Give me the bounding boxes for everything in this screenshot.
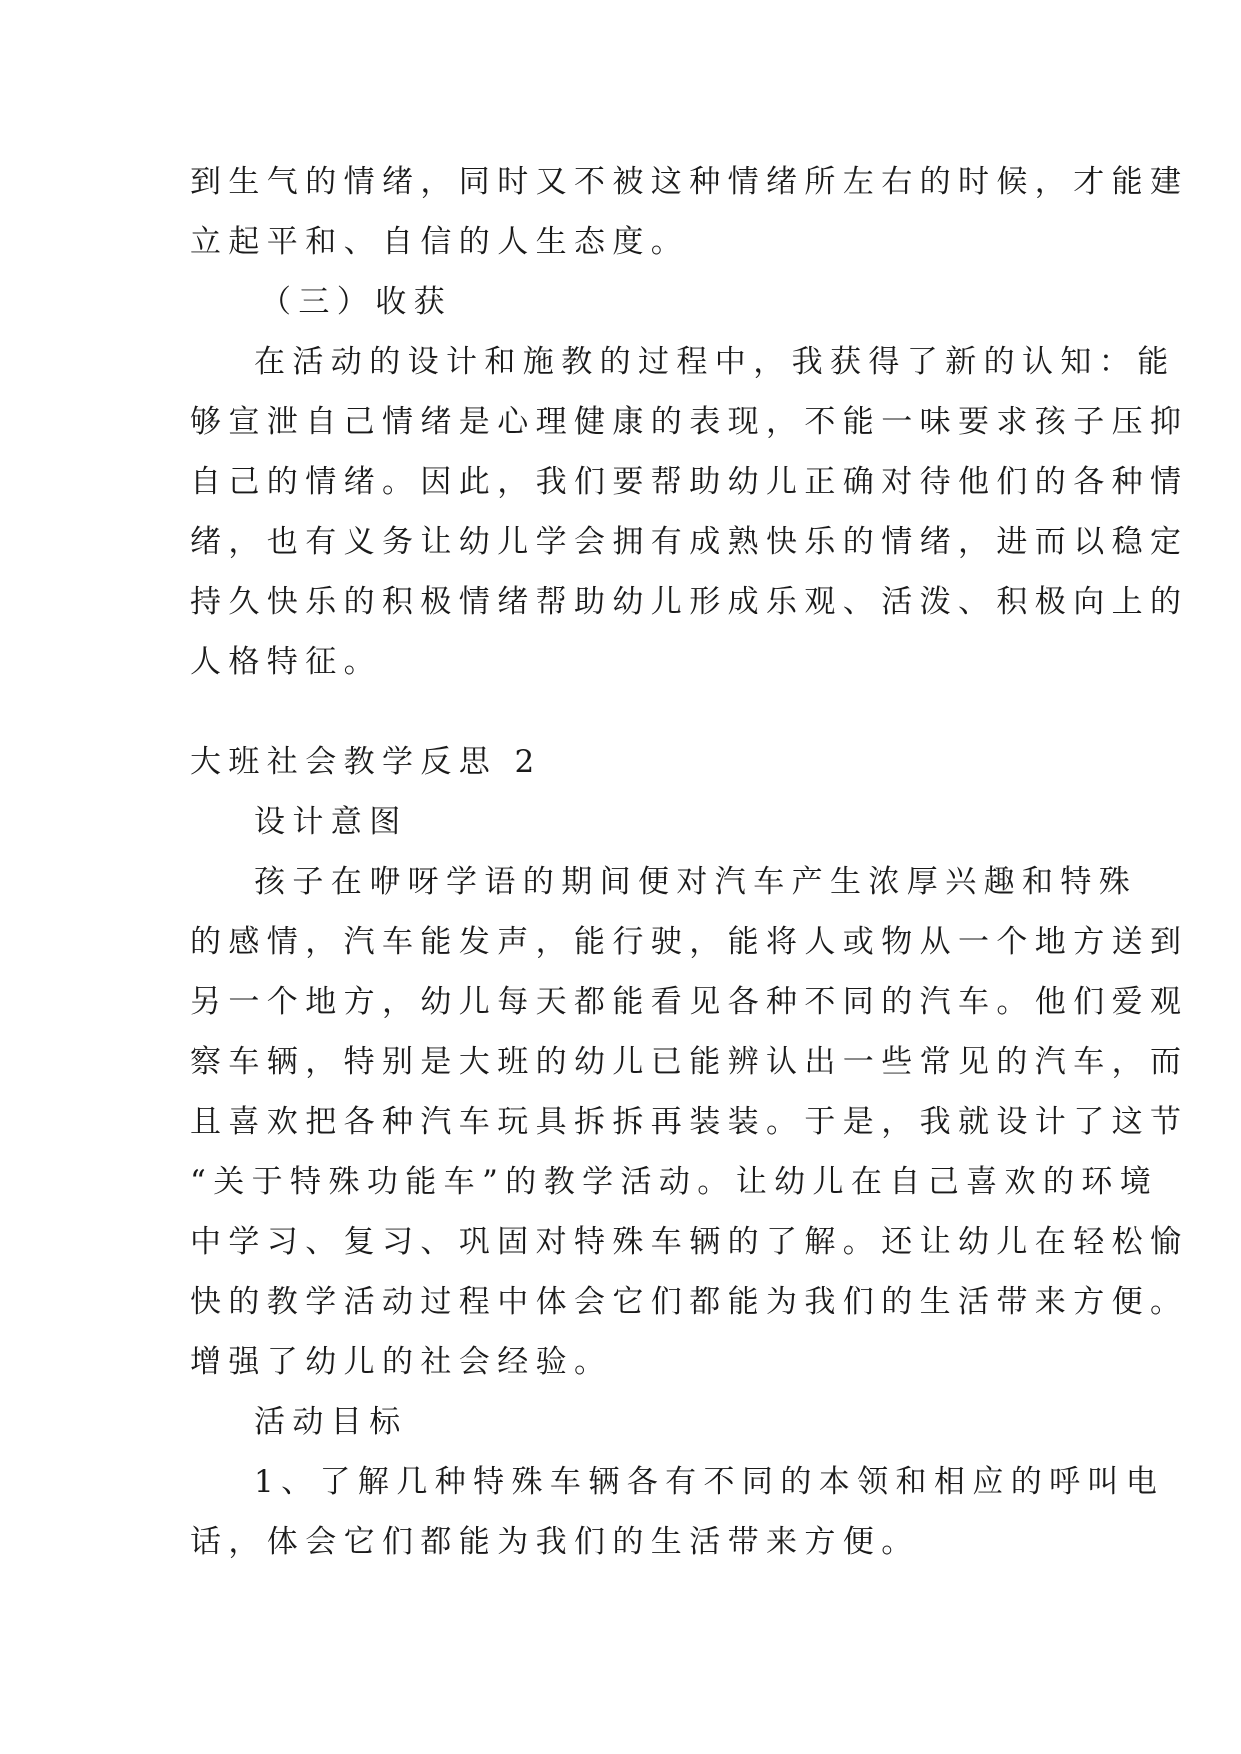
document-title: 大班社会教学反思 2 <box>190 744 542 780</box>
paragraph-line: 察车辆，特别是大班的幼儿已能辨认出一些常见的汽车，而 <box>190 1044 1189 1080</box>
paragraph-line: 增强了幼儿的社会经验。 <box>190 1344 613 1380</box>
paragraph-line: 的感情，汽车能发声，能行驶，能将人或物从一个地方送到 <box>190 924 1189 960</box>
paragraph-line: 够宣泄自己情绪是心理健康的表现，不能一味要求孩子压抑 <box>190 404 1189 440</box>
paragraph-line: 绪，也有义务让幼儿学会拥有成熟快乐的情绪，进而以稳定 <box>190 524 1189 560</box>
paragraph-line: 在活动的设计和施教的过程中，我获得了新的认知：能 <box>254 344 1176 380</box>
paragraph-line: 且喜欢把各种汽车玩具拆拆再装装。于是，我就设计了这节 <box>190 1104 1189 1140</box>
paragraph-line: “关于特殊功能车”的教学活动。让幼儿在自己喜欢的环境 <box>190 1164 1159 1200</box>
paragraph-line: 立起平和、自信的人生态度。 <box>190 224 690 260</box>
paragraph-line: 话，体会它们都能为我们的生活带来方便。 <box>190 1524 920 1560</box>
paragraph-line: 持久快乐的积极情绪帮助幼儿形成乐观、活泼、积极向上的 <box>190 584 1189 620</box>
section-heading: （三）收获 <box>260 284 452 320</box>
section-heading: 活动目标 <box>254 1404 408 1440</box>
paragraph-line: 另一个地方，幼儿每天都能看见各种不同的汽车。他们爱观 <box>190 984 1189 1020</box>
paragraph-line: 快的教学活动过程中体会它们都能为我们的生活带来方便。 <box>190 1284 1189 1320</box>
paragraph-line: 孩子在咿呀学语的期间便对汽车产生浓厚兴趣和特殊 <box>254 864 1138 900</box>
section-heading: 设计意图 <box>254 804 408 840</box>
paragraph-line: 自己的情绪。因此，我们要帮助幼儿正确对待他们的各种情 <box>190 464 1189 500</box>
paragraph-line: 中学习、复习、巩固对特殊车辆的了解。还让幼儿在轻松愉 <box>190 1224 1189 1260</box>
paragraph-line: 到生气的情绪，同时又不被这种情绪所左右的时候，才能建 <box>190 164 1189 200</box>
paragraph-line: 人格特征。 <box>190 644 382 680</box>
paragraph-line: 1、了解几种特殊车辆各有不同的本领和相应的呼叫电 <box>254 1464 1165 1500</box>
